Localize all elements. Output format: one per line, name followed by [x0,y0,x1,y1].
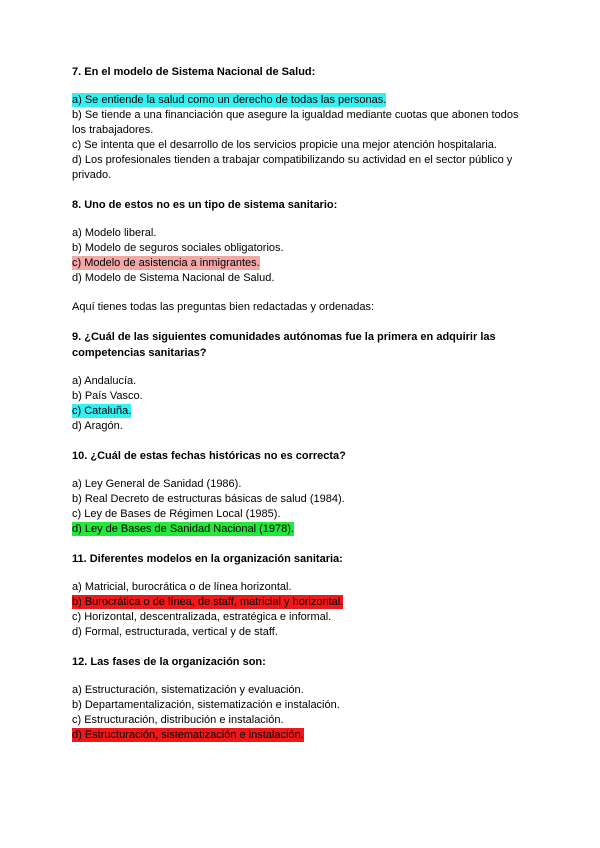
question-10-option-a: a) Ley General de Sanidad (1986). [72,478,242,490]
question-12-option-b: b) Departamentalización, sistematización e instalación. [72,699,340,711]
question-11-option-c: c) Horizontal, descentralizada, estratégica e informal. [72,611,332,623]
question-12-option-c: c) Estructuración, distribución e instalación. [72,714,284,726]
highlighted-answer: d) Estructuración, sistematización e instalación. [72,729,304,741]
question-9-option-b: b) País Vasco. [72,390,143,402]
question-11-title: 11. Diferentes modelos en la organización sanitaria: [72,553,343,565]
document-content [72,64,532,757]
highlighted-answer: c) Cataluña. [72,405,132,417]
question-12-option-a: a) Estructuración, sistematización y evaluación. [72,684,304,696]
question-9-title: 9. ¿Cuál de las siguientes comunidades autónomas fue la primera en adquirir las competencias sanitarias? [72,331,496,359]
question-12-title: 12. Las fases de la organización son: [72,656,266,668]
question-9-option-d: d) Aragón. [72,420,123,432]
question-9 [72,329,532,434]
question-7-title: 7. En el modelo de Sistema Nacional de Salud: [72,66,316,78]
highlighted-answer: d) Ley de Bases de Sanidad Nacional (1978). [72,523,294,535]
question-12-option-d [72,728,532,743]
question-9-option-a: a) Andalucía. [72,375,137,387]
question-9-option-c [72,404,532,419]
highlighted-answer: b) Burocrática o de línea, de staff, matricial y horizontal. [72,596,344,608]
question-8 [72,197,532,286]
question-10-option-b: b) Real Decreto de estructuras básicas de salud (1984). [72,493,345,505]
question-11-option-d: d) Formal, estructurada, vertical y de staff. [72,626,278,638]
question-8-option-a: a) Modelo liberal. [72,227,157,239]
question-11-option-a: a) Matricial, burocrática o de línea horizontal. [72,581,292,593]
question-10 [72,448,532,537]
intro-paragraph: Aquí tienes todas las preguntas bien redactadas y ordenadas: [72,301,375,313]
question-8-title: 8. Uno de estos no es un tipo de sistema sanitario: [72,199,338,211]
question-7 [72,64,532,183]
question-8-option-d: d) Modelo de Sistema Nacional de Salud. [72,272,275,284]
question-7-option-c: c) Se intenta que el desarrollo de los servicios propicie una mejor atención hospitalaria. [72,139,497,151]
question-7-option-b: b) Se tiende a una financiación que asegure la igualdad mediante cuotas que abonen todos los trabajadores. [72,109,519,136]
question-10-option-c: c) Ley de Bases de Régimen Local (1985). [72,508,281,520]
question-10-title: 10. ¿Cuál de estas fechas históricas no es correcta? [72,450,346,462]
question-7-option-d: d) Los profesionales tienden a trabajar compatibilizando su actividad en el sector público y privado. [72,154,513,181]
highlighted-answer: a) Se entiende la salud como un derecho de todas las personas. [72,94,387,106]
question-7-option-a [72,93,532,108]
question-11 [72,551,532,640]
question-8-option-c [72,256,532,271]
question-11-option-b [72,595,532,610]
question-8-option-b: b) Modelo de seguros sociales obligatorios. [72,242,284,254]
question-10-option-d [72,522,532,537]
question-12 [72,654,532,743]
highlighted-answer: c) Modelo de asistencia a inmigrantes. [72,257,260,269]
